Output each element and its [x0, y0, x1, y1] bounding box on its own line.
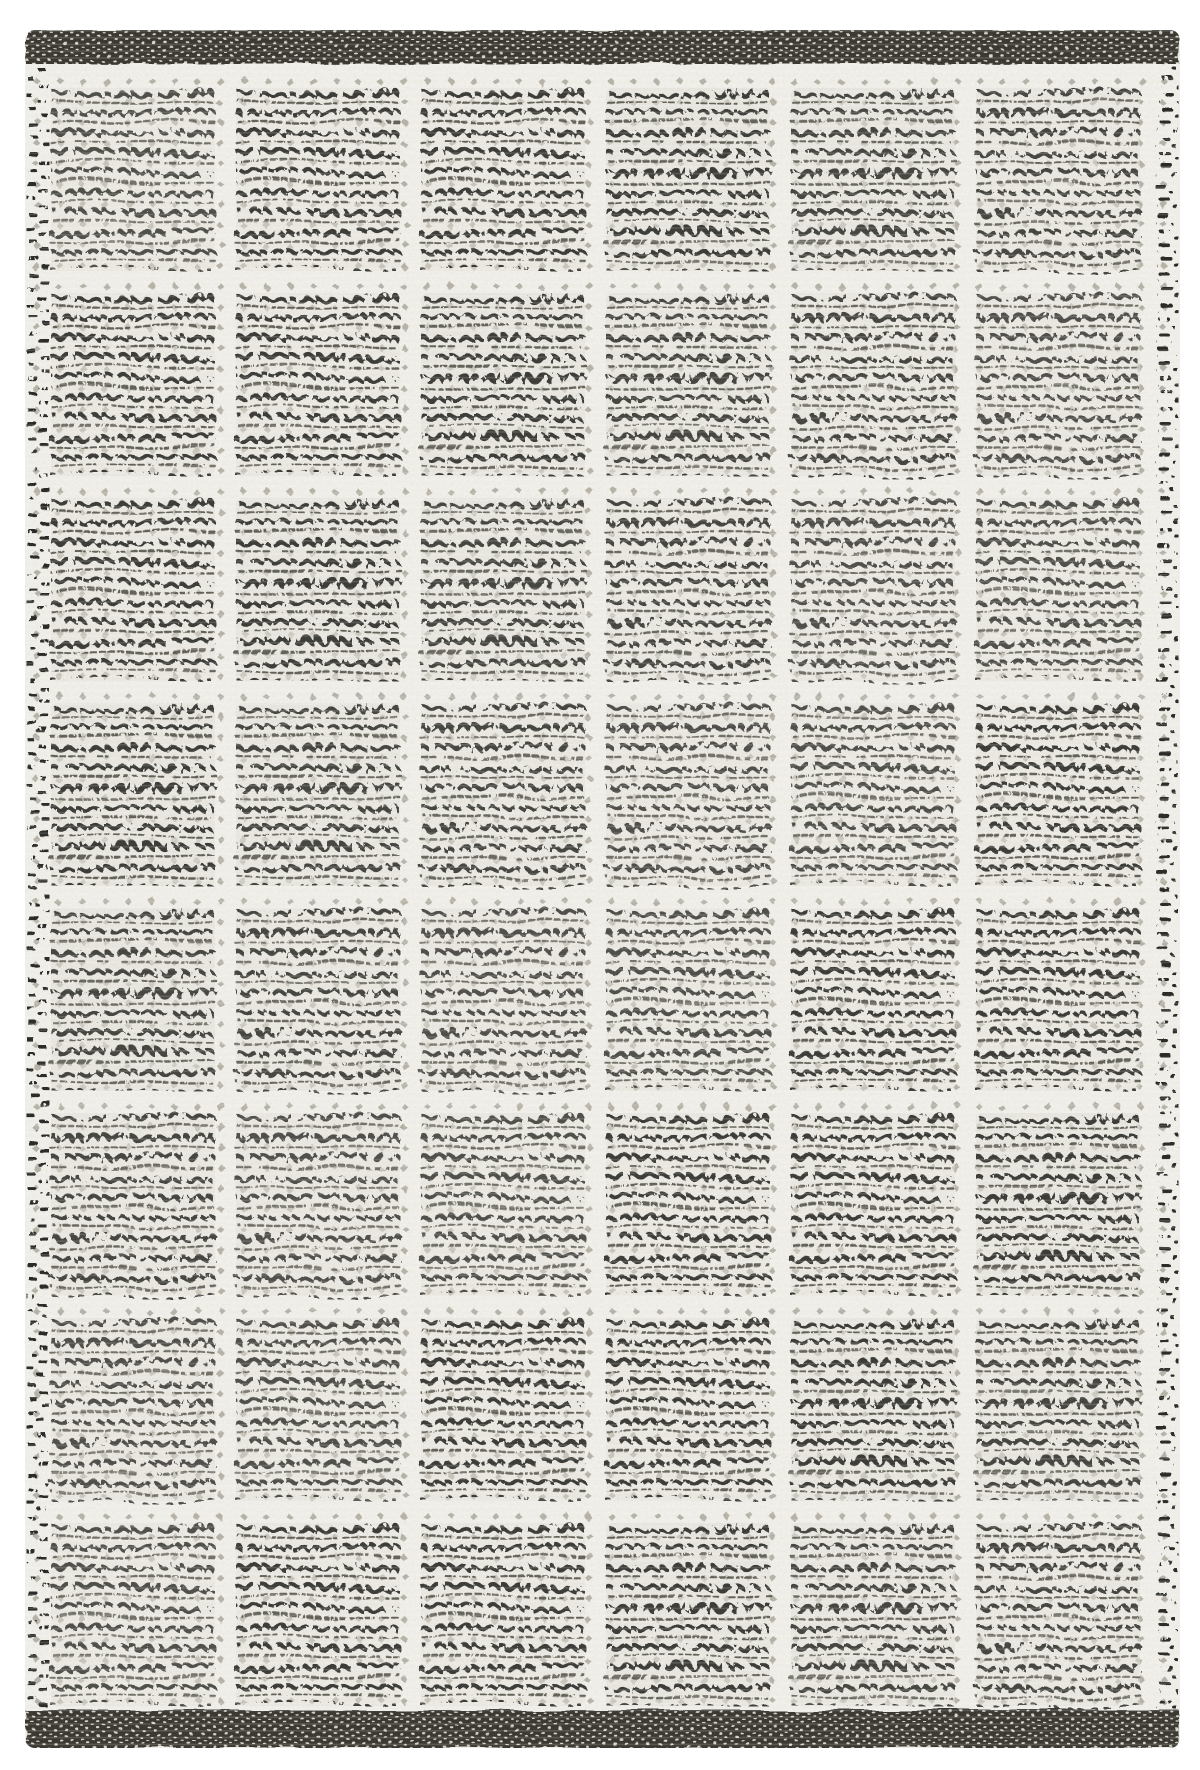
- rug-photo: [25, 30, 1180, 1748]
- rug-weave-svg: [25, 30, 1180, 1748]
